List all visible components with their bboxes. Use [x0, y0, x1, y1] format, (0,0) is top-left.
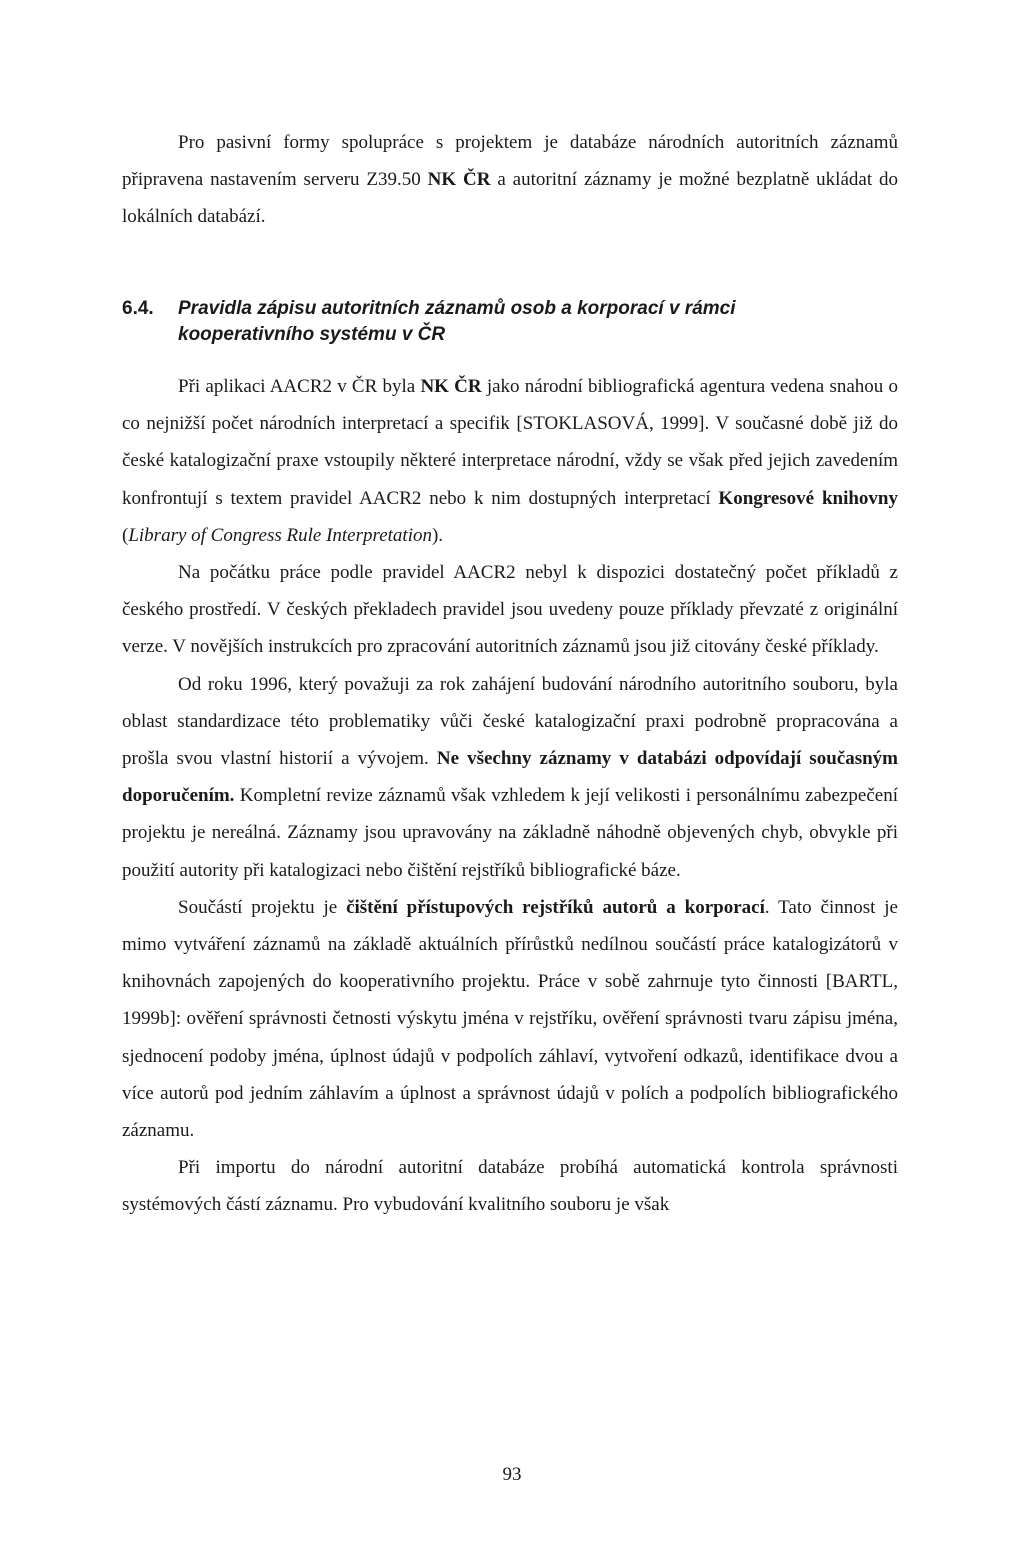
section-title-line1: Pravidla zápisu autoritních záznamů osob a korporací v rámci [178, 298, 736, 319]
paragraph-examples: Na počátku práce podle pravidel AACR2 nebyl k dispozici dostatečný počet příkladů z českého prostředí. V českých překladech pravidel jsou uvedeny pouze příklady převzaté z originální verze. V novějších instrukcích pro zpracování autoritních záznamů jsou již citovány české příklady. [122, 562, 898, 658]
intro-text-end: a autoritní záznamy je možné bezplatně ukládat do lokálních databází. [122, 169, 898, 228]
p4-bold: čištění přístupových rejstříků autorů a korporací [346, 896, 765, 918]
p1-text-g: ). [431, 524, 444, 546]
intro-block [122, 124, 898, 236]
paragraph-history [122, 666, 898, 889]
intro-paragraph [122, 124, 898, 236]
paragraph-import: Při importu do národní autoritní databáze probíhá automatická kontrola správnosti systémových částí záznamu. Pro vybudování kvalitního souboru je však [122, 1157, 898, 1216]
p4-text-a: Součástí projektu je [178, 896, 347, 918]
p1-text-e: ( [122, 524, 129, 546]
p1-lcri-italic: Library of Congress Rule Interpretation [128, 524, 432, 546]
intro-text: Pro pasivní formy spolupráce s projektem je databáze národních autoritních záznamů připravena nastavením serveru Z39.50 [122, 132, 898, 191]
p3-bold: Ne všechny záznamy v databázi odpovídají současným doporučením. [122, 748, 898, 807]
section-title-line2: kooperativního systému v ČR [178, 324, 446, 345]
p3-text-a: Od roku 1996, který považuji za rok zahájení budování národního autoritního souboru, byla oblast standardizace této problematiky vůči české katalogizační praxi podrobně propracována a prošla svou vlastní historií a vývojem. [122, 673, 898, 770]
p1-kongres-bold: Kongresové knihovny [718, 487, 898, 509]
p1-nk-bold: NK ČR [420, 376, 482, 397]
section-body [122, 368, 898, 1224]
page-number: 93 [502, 1464, 522, 1485]
p3-text-c: Kompletní revize záznamů však vzhledem k její velikosti i personálnímu zabezpečení projektu je nereálná. Záznamy jsou upravovány na základně náhodně objevených chyb, obvykle při použití autority při katalogizaci nebo čištění rejstříků bibliografické báze. [122, 785, 898, 881]
p1-text-c: jako národní bibliografická agentura vedena snahou o co nejnižší počet národních interpretací a specifik [STOKLASOVÁ, 1999]. V současné době již do české katalogizační praxe vstoupily některé interpretace národní, vždy se však před jejich zavedením konfrontují s textem pravidel AACR2 nebo k nim dostupných interpretací [122, 376, 898, 509]
intro-nk-bold: NK ČR [427, 169, 491, 191]
paragraph-cleaning [122, 889, 898, 1149]
p4-text-c: . Tato činnost je mimo vytváření záznamů na základě aktuálních přírůstků nedílnou součástí práce katalogizátorů v knihovnách zapojených do kooperativního projektu. Práce v sobě zahrnuje tyto činnosti [BARTL, 1999b]: ověření správnosti četnosti výskytu jména v rejstříku, ověření správnosti tvaru zápisu jména, sjednocení podoby jména, úplnost údajů v podpolích záhlaví, vytvoření odkazů, identifikace dvou a více autorů pod jedním záhlavím a úplnost a správnost údajů v polích a podpolích bibliografického záznamu. [122, 896, 898, 1142]
p1-text-a: Při aplikaci AACR2 v ČR byla [178, 376, 421, 397]
section-number: 6.4. [122, 298, 154, 319]
paragraph-aacr2 [122, 368, 898, 554]
section-heading [122, 296, 898, 348]
